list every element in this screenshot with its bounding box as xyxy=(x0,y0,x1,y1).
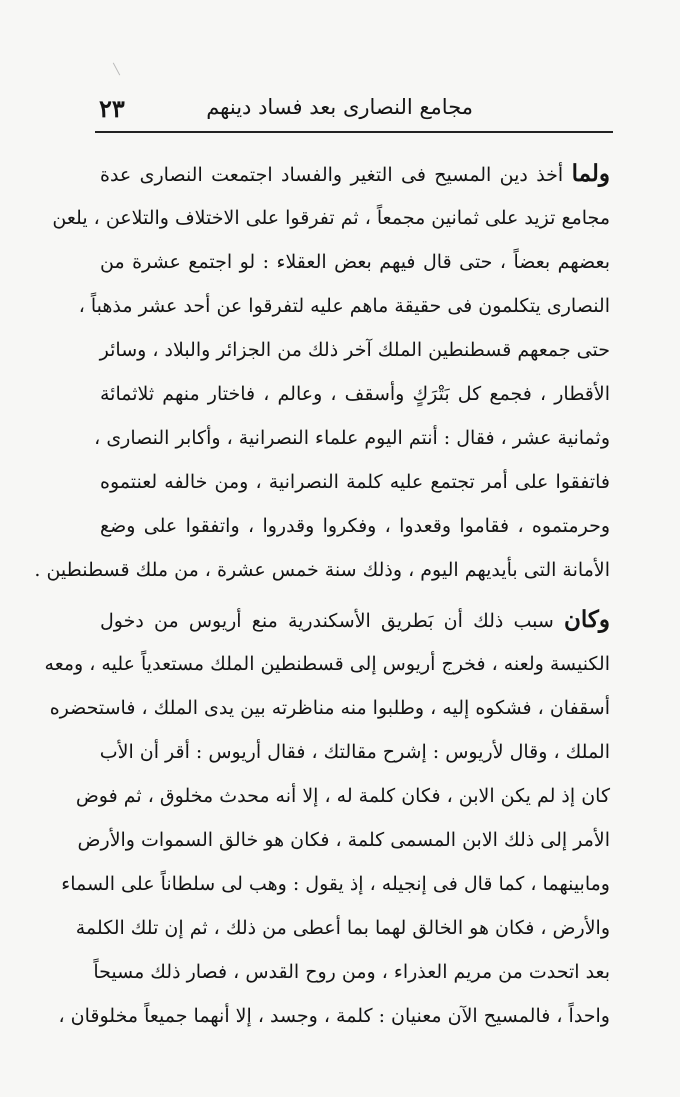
text-line: أسقفان ، فشكوه إليه ، وطلبوا منه مناظرته بين يدى الملك ، فاستحضره xyxy=(49,697,610,719)
paragraph-1 xyxy=(34,152,610,592)
paragraph-2 xyxy=(44,598,610,1038)
text-line: النصارى يتكلمون فى حقيقة ماهم عليه لتفرقوا عن أحد عشر مذهباً ، xyxy=(78,295,610,317)
text-line: الكنيسة ولعنه ، فخرج أريوس إلى قسطنطين الملك مستعدياً عليه ، ومعه xyxy=(44,653,610,675)
line-text: أخذ دين المسيح فى التغير والفساد اجتمعت النصارى عدة xyxy=(100,164,564,186)
text-line: والأرض ، فكان هو الخالق لهما بما أعطى من ذلك ، ثم إن تلك الكلمة xyxy=(75,917,610,939)
text-line: الملك ، وقال لأريوس : إشرح مقالتك ، فقال أريوس : أقر أن الأب xyxy=(99,741,610,763)
lead-word: وكان xyxy=(564,606,610,633)
text-line: الأقطار ، فجمع كل بَتْرَكٍ وأسقف ، وعالم ، فاختار منهم ثلاثمائة xyxy=(100,383,610,405)
text-line: الأمر إلى ذلك الابن المسمى كلمة ، فكان هو خالق السموات والأرض xyxy=(77,829,610,851)
lead-word: ولما xyxy=(571,160,610,187)
paper-speck xyxy=(113,63,120,76)
page-header xyxy=(95,92,613,130)
text-line: حتى جمعهم قسطنطين الملك آخر ذلك من الجزائر والبلاد ، وسائر xyxy=(99,339,610,361)
running-title: مجامع النصارى بعد فساد دينهم xyxy=(206,95,473,119)
header-rule xyxy=(95,131,613,133)
text-line: وحرمتموه ، فقاموا وقعدوا ، وفكروا وقدروا ، واتفقوا على وضع xyxy=(100,515,610,537)
text-line: وثمانية عشر ، فقال : أنتم اليوم علماء النصرانية ، وأكابر النصارى ، xyxy=(94,427,610,449)
page-number: ٢٣ xyxy=(99,94,125,123)
text-line: بعضهم بعضاً ، حتى قال فيهم بعض العقلاء : لو اجتمع عشرة من xyxy=(100,251,610,273)
line-text: سبب ذلك أن بَطريق الأسكندرية منع أريوس من دخول xyxy=(100,610,554,632)
text-line: بعد اتحدت من مريم العذراء ، ومن روح القدس ، فصار ذلك مسيحاً xyxy=(93,961,610,983)
text-line: الأمانة التى بأيديهم اليوم ، وذلك سنة خمس عشرة ، من ملك قسطنطين . xyxy=(34,559,610,581)
text-line: فاتفقوا على أمر تجتمع عليه كلمة النصرانية ، ومن خالفه لعنتموه xyxy=(100,471,610,493)
text-line: مجامع تزيد على ثمانين مجمعاً ، ثم تفرقوا على الاختلاف والتلاعن ، يلعن xyxy=(52,207,610,229)
text-line: كان إذ لم يكن الابن ، فكان كلمة له ، إلا أنه محدث مخلوق ، ثم فوض xyxy=(75,785,610,807)
text-line: واحداً ، فالمسيح الآن معنيان : كلمة ، وجسد ، إلا أنهما جميعاً مخلوقان ، xyxy=(58,1005,610,1027)
text-line: ومابينهما ، كما قال فى إنجيله ، إذ يقول : وهب لى سلطاناً على السماء xyxy=(61,873,610,895)
text-line xyxy=(100,152,610,196)
text-line xyxy=(100,598,610,642)
